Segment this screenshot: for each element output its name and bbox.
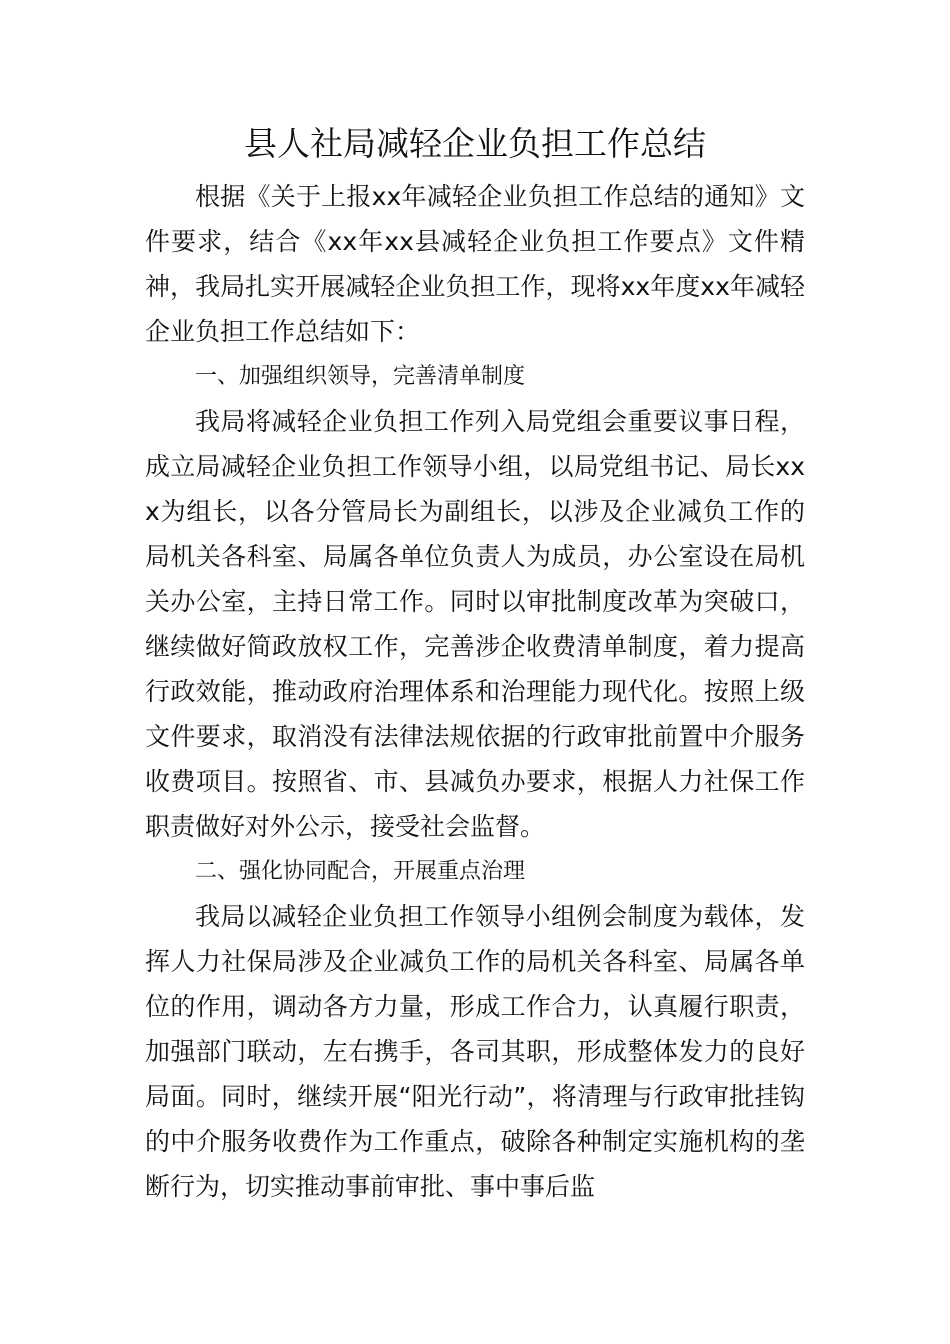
- section-2-paragraph: 我局以减轻企业负担工作领导小组例会制度为载体，发挥人力社保局涉及企业减负工作的局机关各科室、局属各单位的作用，调动各方力量，形成工作合力，认真履行职责，加强部门联动，左右携手，各司其职，形成整体发力的良好局面。同时，继续开展“阳光行动”，将清理与行政审批挂钩的中介服务收费作为工作重点，破除各种制定实施机构的垄断行为，切实推动事前审批、事中事后监: [145, 902, 805, 1201]
- section-1-paragraph: 我局将减轻企业负担工作列入局党组会重要议事日程，成立局减轻企业负担工作领导小组，以局党组书记、局长xxx为组长，以各分管局长为副组长，以涉及企业减负工作的局机关各科室、局属各单位负责人为成员，办公室设在局机关办公室，主持日常工作。同时以审批制度改革为突破口，继续做好简政放权工作，完善涉企收费清单制度，着力提高行政效能，推动政府治理体系和治理能力现代化。按照上级文件要求，取消没有法律法规依据的行政审批前置中介服务收费项目。按照省、市、县减负办要求，根据人力社保工作职责做好对外公示，接受社会监督。: [145, 407, 805, 841]
- document-body: [145, 174, 805, 1209]
- intro-paragraph: 根据《关于上报xx年减轻企业负担工作总结的通知》文件要求，结合《xx年xx县减轻企业负担工作要点》文件精神，我局扎实开展减轻企业负担工作，现将xx年度xx年减轻企业负担工作总结如下：: [145, 182, 805, 346]
- section-2-heading: 二、强化协同配合，开展重点治理: [195, 859, 526, 884]
- section-1-heading: 一、加强组织领导，完善清单制度: [195, 364, 526, 389]
- document-title: 县人社局减轻企业负担工作总结: [244, 124, 706, 163]
